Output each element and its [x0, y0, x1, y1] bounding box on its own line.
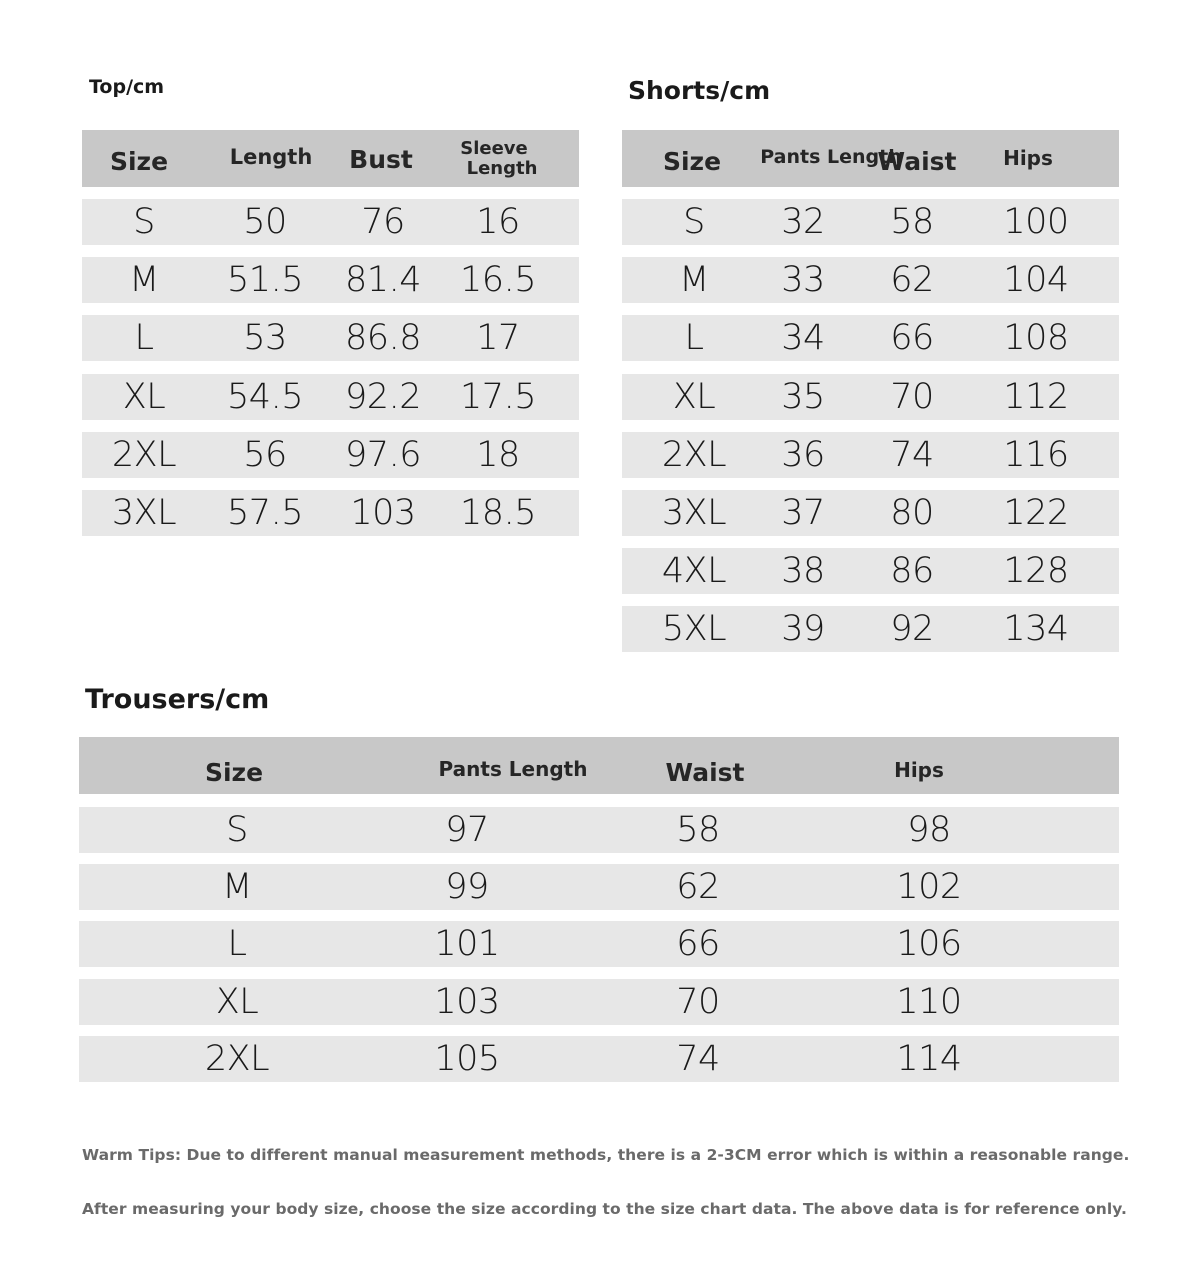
warm-tips-text: Warm Tips: Due to different manual measurement methods, there is a 2-3CM error which is within a reasonable range.: [82, 1146, 1130, 1164]
measurement-cell: 110: [896, 981, 962, 1022]
size-cell: 3XL: [111, 493, 177, 533]
measurement-cell: 56: [243, 434, 287, 475]
table-row: [622, 490, 1119, 536]
shorts-title: Shorts/cm: [628, 76, 771, 105]
table-row: [622, 606, 1119, 652]
measurement-cell: 53: [243, 318, 287, 359]
measurement-cell: 66: [676, 924, 720, 965]
table-row: [82, 315, 579, 361]
header-sleeve-line2: Length: [466, 157, 538, 179]
measurement-cell: 18.5: [460, 493, 536, 533]
table-header: [622, 130, 1119, 187]
header-hips: Hips: [894, 757, 944, 782]
table-row: [622, 548, 1119, 594]
measurement-cell: 70: [890, 376, 934, 417]
table-row: [82, 374, 579, 420]
size-cell: 2XL: [204, 1038, 270, 1079]
size-cell: S: [226, 810, 248, 850]
trousers-size-table: [79, 737, 1119, 1083]
header-size: Size: [109, 147, 169, 176]
header-length: Length: [229, 144, 313, 169]
table-row: [622, 257, 1119, 303]
measurement-cell: 105: [434, 1038, 500, 1079]
measurement-cell: 76: [361, 202, 405, 242]
measurement-cell: 66: [890, 318, 934, 359]
size-cell: XL: [122, 376, 166, 417]
size-cell: XL: [215, 981, 259, 1022]
reference-note-text: After measuring your body size, choose the size according to the size chart data. The above data is for reference only.: [82, 1200, 1127, 1218]
measurement-cell: 36: [781, 434, 825, 475]
header-pants-length: Pants Length: [438, 756, 588, 781]
table-row: [79, 864, 1119, 910]
measurement-cell: 70: [676, 981, 720, 1022]
header-size: Size: [662, 147, 722, 176]
header-bust: Bust: [349, 145, 413, 174]
measurement-cell: 108: [1003, 318, 1069, 359]
measurement-cell: 92: [890, 609, 934, 650]
table-row: [622, 315, 1119, 361]
shorts-size-table: [622, 130, 1119, 653]
measurement-cell: 80: [890, 493, 934, 533]
size-cell: M: [129, 260, 159, 301]
table-row: [622, 432, 1119, 478]
measurement-cell: 16: [476, 202, 520, 242]
size-cell: XL: [672, 376, 716, 417]
header-size: Size: [204, 758, 264, 787]
measurement-cell: 122: [1003, 493, 1069, 533]
measurement-cell: 106: [896, 924, 962, 965]
size-cell: L: [227, 924, 247, 965]
table-row: [622, 199, 1119, 245]
measurement-cell: 97.6: [345, 434, 421, 475]
measurement-cell: 102: [896, 867, 962, 908]
measurement-cell: 58: [890, 202, 934, 242]
size-cell: L: [134, 318, 154, 359]
measurement-cell: 57.5: [227, 493, 303, 533]
measurement-cell: 128: [1003, 551, 1069, 592]
measurement-cell: 103: [434, 981, 500, 1022]
measurement-cell: 39: [781, 609, 825, 650]
table-row: [79, 921, 1119, 967]
measurement-cell: 51.5: [227, 260, 303, 301]
table-row: [622, 374, 1119, 420]
measurement-cell: 81.4: [345, 260, 421, 301]
measurement-cell: 134: [1003, 609, 1069, 650]
measurement-cell: 112: [1003, 376, 1069, 417]
measurement-cell: 17: [476, 318, 520, 359]
measurement-cell: 74: [676, 1038, 720, 1079]
header-waist: Waist: [877, 147, 957, 176]
table-row: [82, 199, 579, 245]
header-sleeve-line1: Sleeve: [460, 137, 528, 159]
table-header: [82, 130, 579, 187]
size-cell: 2XL: [111, 434, 177, 475]
measurement-cell: 34: [781, 318, 825, 359]
size-cell: 4XL: [661, 551, 727, 592]
header-pants-length: Pants Length: [760, 145, 902, 168]
size-cell: M: [222, 867, 252, 908]
measurement-cell: 17.5: [460, 376, 536, 417]
table-row: [79, 1036, 1119, 1082]
measurement-cell: 116: [1003, 434, 1069, 475]
measurement-cell: 62: [676, 867, 720, 908]
top-title: Top/cm: [89, 76, 165, 98]
measurement-cell: 98: [907, 810, 951, 850]
measurement-cell: 32: [781, 202, 825, 242]
header-sleeve: [460, 130, 538, 187]
measurement-cell: 114: [896, 1038, 962, 1079]
size-cell: L: [684, 318, 704, 359]
measurement-cell: 58: [676, 810, 720, 850]
table-row: [82, 432, 579, 478]
measurement-cell: 92.2: [345, 376, 421, 417]
header-hips: Hips: [1003, 145, 1053, 170]
measurement-cell: 54.5: [227, 376, 303, 417]
measurement-cell: 86: [890, 551, 934, 592]
table-row: [82, 490, 579, 536]
measurement-cell: 37: [781, 493, 825, 533]
measurement-cell: 97: [445, 810, 489, 850]
measurement-cell: 62: [890, 260, 934, 301]
measurement-cell: 16.5: [460, 260, 536, 301]
measurement-cell: 99: [445, 867, 489, 908]
measurement-cell: 35: [781, 376, 825, 417]
size-cell: 2XL: [661, 434, 727, 475]
table-row: [82, 257, 579, 303]
size-cell: 5XL: [661, 609, 727, 650]
header-waist: Waist: [665, 758, 745, 787]
measurement-cell: 18: [476, 434, 520, 475]
measurement-cell: 101: [434, 924, 500, 965]
size-cell: 3XL: [661, 493, 727, 533]
measurement-cell: 100: [1003, 202, 1069, 242]
size-cell: S: [133, 202, 155, 242]
top-size-table: [82, 130, 579, 536]
table-header: [79, 737, 1119, 794]
size-cell: S: [683, 202, 705, 242]
trousers-title: Trousers/cm: [85, 684, 270, 715]
measurement-cell: 38: [781, 551, 825, 592]
measurement-cell: 33: [781, 260, 825, 301]
table-row: [79, 807, 1119, 853]
measurement-cell: 86.8: [345, 318, 421, 359]
measurement-cell: 74: [890, 434, 934, 475]
measurement-cell: 50: [243, 202, 287, 242]
size-cell: M: [679, 260, 709, 301]
measurement-cell: 103: [350, 493, 416, 533]
measurement-cell: 104: [1003, 260, 1069, 301]
table-row: [79, 979, 1119, 1025]
